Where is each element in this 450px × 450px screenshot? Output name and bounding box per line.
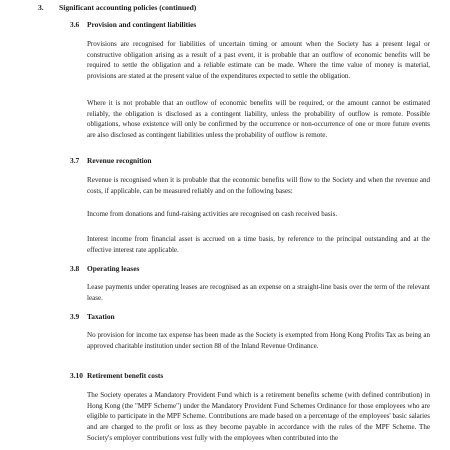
paragraph: Where it is not probable that an outflow of economic benefits will be required, or the amount cannot be estimated reliably, the obligation is disclosed as a contingent liability, unless the probability of outflow is remote. Possible obligations, whose existence will only be confirmed by the occurrence or non-occurrence of one or more future events are also disclosed as contingent liabilities unless the probability of outflow is remote. [87,99,430,140]
section-number: 3. [38,3,44,12]
subsection-number: 3.8 [70,264,80,273]
paragraph: Interest income from financial asset is accrued on a time basis, by reference to the principal outstanding and at the effective interest rate applicable. [87,235,430,254]
subsection-heading [70,156,152,165]
subsection-number: 3.7 [70,156,80,165]
paragraph: Income from donations and fund-raising activities are recognised on cash received basis. [87,210,338,218]
subsection-heading [70,264,139,273]
subsection-heading [70,20,196,29]
paragraph: Lease payments under operating leases are recognised as an expense on a straight-line basis over the term of the relevant lease. [87,283,430,302]
subsection-heading [70,312,115,321]
subsection-title: Taxation [87,312,115,321]
subsection-number: 3.6 [70,20,80,29]
paragraph: Revenue is recognised when it is probable that the economic benefits will flow to the Society and when the revenue and costs, if applicable, can be measured reliably and on the following bases: [87,176,430,195]
subsection-title: Revenue recognition [87,156,152,165]
subsection-title: Operating leases [87,264,140,273]
subsection-number: 3.10 [70,371,83,380]
paragraph: The Society operates a Mandatory Provident Fund which is a retirement benefits scheme (with defined contribution) in Hong Kong (the "MPF Scheme") under the Mandatory Provident Fund Schemes Ordinance for those employees who are eligible to participate in the MPF Scheme. Contributions are made based on a percentage of the employees' basic salaries and are charged to the profit or loss as they become payable in accordance with the rules of the MPF Scheme. The Society's employer contributions vest fully with the employees when contributed into the [87,391,430,442]
subsection-title: Provision and contingent liabilities [87,20,197,29]
paragraph: Provisions are recognised for liabilities of uncertain timing or amount when the Society has a present legal or constructive obligation arising as a result of a past event, it is probable that an outflow of economic benefits will be required to settle the obligation and a reliable estimate can be made. Where the time value of money is material, provisions are stated at the present value of the expenditures expected to settle the obligation. [87,40,430,81]
subsection-title: Retirement benefit costs [87,371,164,380]
section-heading [38,3,196,12]
subsection-heading [70,371,163,380]
paragraph: No provision for income tax expense has been made as the Society is exempted from Hong Kong Profits Tax as being an approved charitable institution under section 88 of the Inland Revenue Ordinance. [87,331,430,350]
subsection-number: 3.9 [70,312,80,321]
section-title: Significant accounting policies (continued) [59,3,197,12]
